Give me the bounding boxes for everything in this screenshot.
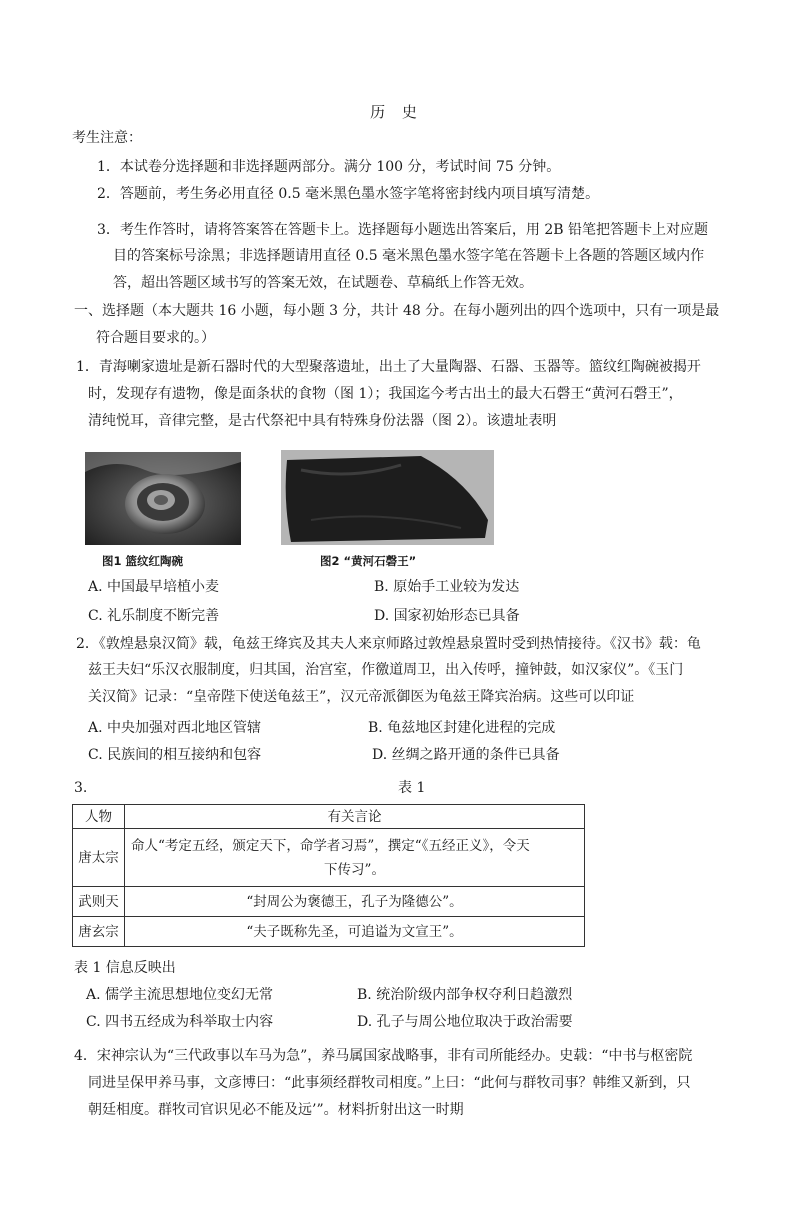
table-header-quote: 有关言论 bbox=[125, 805, 585, 829]
q3-stem: 表 1 信息反映出 bbox=[74, 960, 176, 976]
notice-item-1: 1．本试卷分选择题和非选择题两部分。满分 100 分，考试时间 75 分钟。 bbox=[97, 159, 561, 175]
q2-option-a: A. 中央加强对西北地区管辖 bbox=[88, 720, 262, 736]
table-row bbox=[73, 805, 585, 829]
figure-1-caption: 图1 篮纹红陶碗 bbox=[102, 554, 184, 568]
q1-option-b: B. 原始手工业较为发达 bbox=[374, 579, 520, 595]
q2-option-b: B. 龟兹地区封建化进程的完成 bbox=[368, 720, 556, 736]
q1-stem-line-2: 时，发现存有遗物，像是面条状的食物（图 1）；我国迄今考古出土的最大石磬王“黄河石磬王”， bbox=[88, 386, 683, 402]
table-cell-person: 武则天 bbox=[73, 887, 125, 917]
q2-option-d: D. 丝绸之路开通的条件已具备 bbox=[372, 747, 560, 763]
q1-option-d: D. 国家初始形态已具备 bbox=[374, 608, 520, 624]
quote-line: 命人“考定五经，颁定天下，命学者习焉”，撰定“《五经正义》，令天 bbox=[131, 837, 530, 854]
table-cell-person: 唐玄宗 bbox=[73, 917, 125, 947]
table-row bbox=[73, 917, 585, 947]
q3-table bbox=[72, 804, 585, 947]
table-row bbox=[73, 887, 585, 917]
q4-stem-line-2: 同进呈保甲养马事，文彦博曰：“此事须经群牧司相度。”上曰：“此何与群牧司事？韩维又新到，只 bbox=[88, 1075, 691, 1091]
figure-2-caption: 图2 “黄河石磬王” bbox=[320, 554, 417, 568]
notice-item-3-line-2: 目的答案标号涂黑；非选择题请用直径 0.5 毫米黑色墨水签字笔在答题卡上各题的答题区域内作 bbox=[113, 248, 705, 264]
q1-option-c: C. 礼乐制度不断完善 bbox=[88, 608, 220, 624]
section-heading-line-1: 一、选择题（本大题共 16 小题，每小题 3 分，共计 48 分。在每小题列出的四个选项中，只有一项是最 bbox=[74, 303, 720, 319]
q3-option-c: C. 四书五经成为科举取士内容 bbox=[86, 1014, 274, 1030]
q4-stem-line-1: 4．宋神宗认为“三代政事以车马为急”，养马属国家战略事，非有司所能经办。史载：“中书与枢密院 bbox=[74, 1048, 693, 1064]
q3-number: 3. bbox=[74, 780, 88, 796]
q1-stem-line-1: 1．青海喇家遗址是新石器时代的大型聚落遗址，出土了大量陶器、石器、玉器等。篮纹红陶碗被揭开 bbox=[76, 359, 701, 375]
q1-stem-line-3: 清纯悦耳，音律完整，是古代祭祀中具有特殊身份法器（图 2）。该遗址表明 bbox=[88, 413, 557, 429]
q2-stem-line-2: 兹王夫妇“乐汉衣服制度，归其国，治宫室，作徼道周卫，出入传呼，撞钟鼓，如汉家仪”。《玉门 bbox=[88, 662, 684, 678]
q1-option-a: A. 中国最早培植小麦 bbox=[88, 579, 220, 595]
q2-stem-line-3: 关汉简》记录：“皇帝陛下使送龟兹王”，汉元帝派御医为龟兹王降宾治病。这些可以印证 bbox=[88, 689, 635, 705]
notice-heading: 考生注意： bbox=[72, 130, 142, 146]
q3-table-title: 表 1 bbox=[398, 780, 426, 796]
section-heading-line-2: 符合题目要求的。） bbox=[96, 330, 215, 346]
table-header-person: 人物 bbox=[73, 805, 125, 829]
q3-option-d: D. 孔子与周公地位取决于政治需要 bbox=[357, 1014, 573, 1030]
notice-item-3-line-3: 答，超出答题区域书写的答案无效，在试题卷、草稿纸上作答无效。 bbox=[113, 275, 533, 291]
q2-stem-line-1: 2．《敦煌悬泉汉简》载，龟兹王绛宾及其夫人来京师路过敦煌悬泉置时受到热情接待。《汉书》载：龟 bbox=[76, 636, 701, 652]
notice-item-2: 2．答题前，考生务必用直径 0.5 毫米黑色墨水签字笔将密封线内项目填写清楚。 bbox=[97, 186, 600, 202]
notice-item-3-line-1: 3．考生作答时，请将答案答在答题卡上。选择题每小题选出答案后，用 2B 铅笔把答题卡上对应题 bbox=[97, 222, 709, 238]
table-cell-quote: “封周公为褒德王，孔子为隆德公”。 bbox=[125, 887, 585, 917]
figure-1-pottery-bowl bbox=[85, 452, 241, 545]
q4-stem-line-3: 朝廷相度。群牧司官识见必不能及远’”。材料折射出这一时期 bbox=[88, 1102, 464, 1118]
q3-option-a: A. 儒学主流思想地位变幻无常 bbox=[86, 987, 274, 1003]
table-cell-quote bbox=[125, 829, 585, 887]
page-title: 历 史 bbox=[370, 103, 423, 121]
figure-2-stone-chime bbox=[281, 450, 494, 545]
table-cell-quote: “夫子既称先圣，可追谥为文宣王”。 bbox=[125, 917, 585, 947]
table-row bbox=[73, 829, 585, 887]
q3-option-b: B. 统治阶级内部争权夺利日趋激烈 bbox=[357, 987, 573, 1003]
q2-option-c: C. 民族间的相互接纳和包容 bbox=[88, 747, 262, 763]
quote-line: 下传习”。 bbox=[324, 861, 385, 878]
table-cell-person: 唐太宗 bbox=[73, 829, 125, 887]
